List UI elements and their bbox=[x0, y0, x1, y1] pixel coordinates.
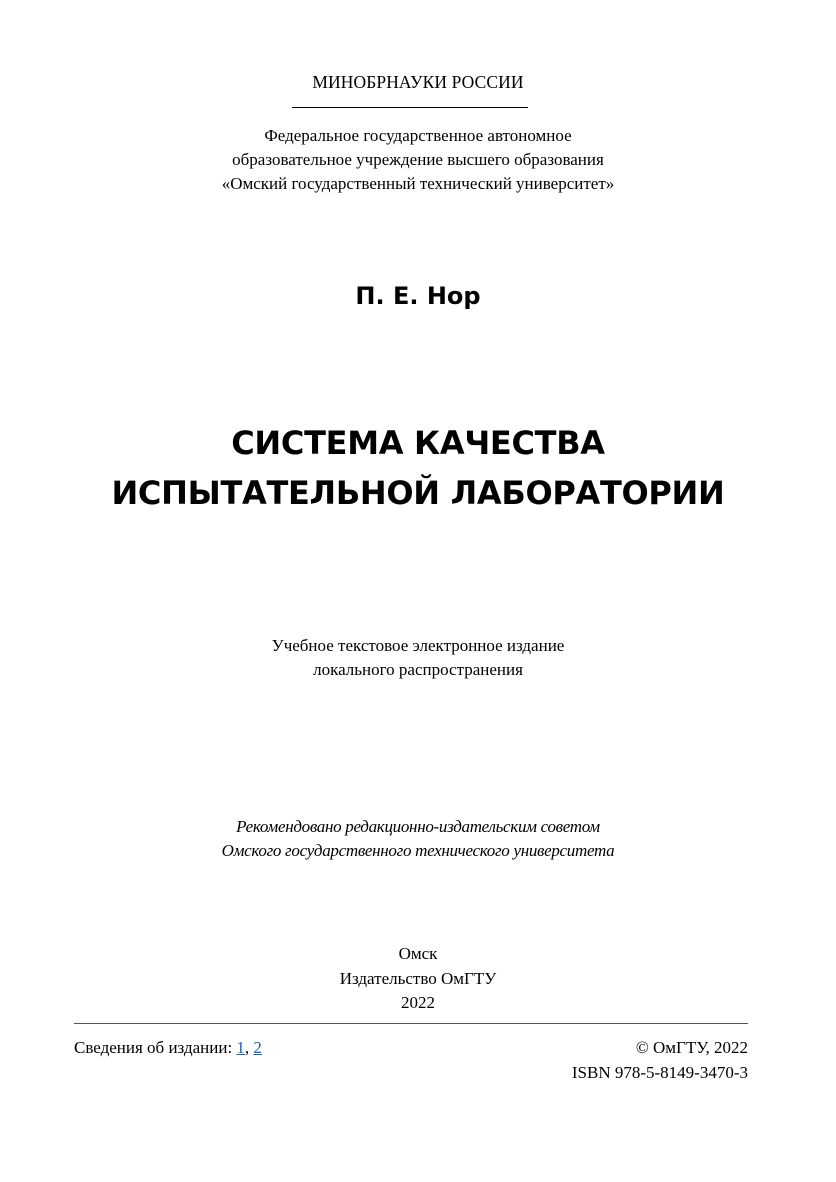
author-name: П. Е. Нор bbox=[355, 282, 481, 310]
ministry-name: МИНОБРНАУКИ РОССИИ bbox=[312, 72, 524, 92]
institution-line: Федеральное государственное автономное bbox=[264, 126, 572, 145]
isbn: ISBN 978-5-8149-3470-3 bbox=[571, 1062, 748, 1082]
institution-line: «Омский государственный технический университет» bbox=[221, 174, 615, 193]
imprint bbox=[0, 942, 836, 1016]
rights-block bbox=[468, 1036, 748, 1085]
title-line: СИСТЕМА КАЧЕСТВА bbox=[231, 424, 605, 462]
imprint-publisher: Издательство ОмГТУ bbox=[339, 968, 497, 988]
recommendation-line: Омского государственного технического университета bbox=[221, 841, 615, 860]
edition-type-line: локального распространения bbox=[313, 660, 523, 679]
title-line: ИСПЫТАТЕЛЬНОЙ ЛАБОРАТОРИИ bbox=[111, 474, 725, 512]
edition-info-separator: , bbox=[244, 1038, 254, 1057]
footer-divider bbox=[74, 1023, 748, 1024]
copyright: © ОмГТУ, 2022 bbox=[635, 1038, 748, 1057]
institution-line: образовательное учреждение высшего образования bbox=[232, 150, 604, 169]
edition-info bbox=[74, 1036, 262, 1060]
recommendation-line: Рекомендовано редакционно-издательским советом bbox=[236, 817, 600, 836]
edition-type bbox=[0, 634, 836, 682]
imprint-year: 2022 bbox=[401, 993, 435, 1012]
edition-type-line: Учебное текстовое электронное издание bbox=[271, 636, 565, 655]
imprint-city: Омск bbox=[398, 944, 438, 963]
book-title bbox=[0, 418, 836, 518]
edition-info-link-2[interactable]: 2 bbox=[253, 1038, 262, 1057]
recommendation bbox=[0, 815, 836, 863]
edition-info-link-1[interactable]: 1 bbox=[236, 1038, 245, 1057]
edition-info-label: Сведения об издании: bbox=[74, 1038, 237, 1057]
ministry-divider bbox=[292, 107, 528, 108]
institution-block bbox=[0, 124, 836, 196]
